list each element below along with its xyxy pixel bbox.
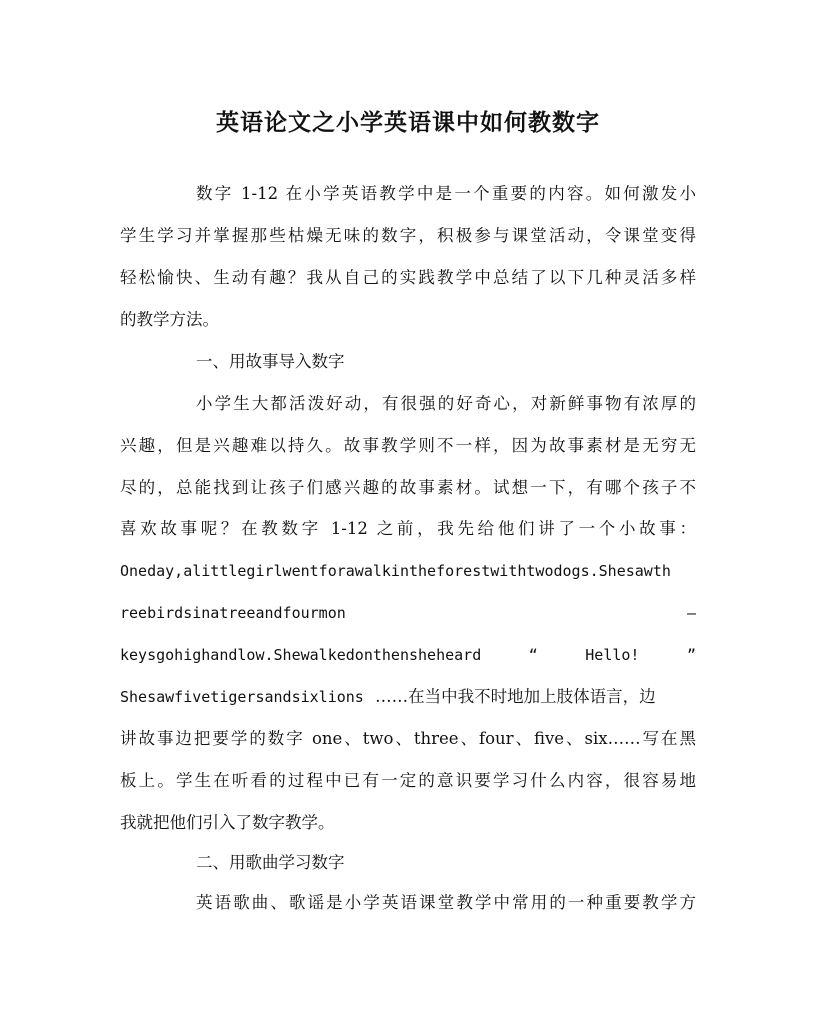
paragraph-line: 的教学方法。: [120, 310, 219, 329]
paragraph-line-mixed: [120, 685, 696, 709]
text-segment: Shesawfivetigersandsixlions: [120, 688, 364, 706]
dash-mark: —: [686, 604, 696, 622]
paragraph-line: 数字 1-12 在小学英语教学中是一个重要的内容。如何激发小: [196, 184, 696, 203]
close-quote: ”: [686, 646, 696, 664]
paragraph-line: 讲故事边把要学的数字 one、two、three、four、five、six……写在黑: [120, 729, 696, 748]
paragraph-line: 我就把他们引入了数字教学。: [120, 813, 335, 832]
paragraph-line: 小学生大都活泼好动，有很强的好奇心，对新鲜事物有浓厚的: [196, 394, 696, 413]
paragraph-line: 板上。学生在听看的过程中已有一定的意识要学习什么内容，很容易地: [120, 771, 696, 790]
text-segment: Hello!: [585, 646, 640, 664]
paragraph-line-english: [120, 601, 696, 625]
paragraph-line: 兴趣，但是兴趣难以持久。故事教学则不一样，因为故事素材是无穷无: [120, 436, 696, 455]
section-heading: 一、用故事导入数字: [196, 352, 345, 371]
text-segment: keysgohighandlow.Shewalkedonthensheheard: [120, 646, 482, 664]
document-title: 英语论文之小学英语课中如何教数字: [216, 109, 600, 136]
paragraph-line: 尽的，总能找到让孩子们感兴趣的故事素材。试想一下，有哪个孩子不: [120, 478, 696, 497]
paragraph-line-english: Oneday,alittlegirlwentforawalkintheforestwithtwodogs.Shesawth: [120, 562, 671, 580]
paragraph-line: 喜欢故事呢？在教数字 1-12 之前，我先给他们讲了一个小故事：: [120, 519, 696, 538]
paragraph-line: 英语歌曲、歌谣是小学英语课堂教学中常用的一种重要教学方: [196, 893, 696, 912]
paragraph-line-english: [120, 643, 696, 667]
paragraph-line: 学生学习并掌握那些枯燥无味的数字，积极参与课堂活动，令课堂变得: [120, 226, 696, 245]
section-heading: 二、用歌曲学习数字: [196, 853, 345, 872]
text-segment: ……在当中我不时地加上肢体语言，边: [375, 687, 656, 706]
text-segment: reebirdsinatreeandfourmon: [120, 604, 346, 622]
paragraph-line: 轻松愉快、生动有趣？我从自己的实践教学中总结了以下几种灵活多样: [120, 268, 696, 287]
open-quote: “: [528, 646, 538, 664]
